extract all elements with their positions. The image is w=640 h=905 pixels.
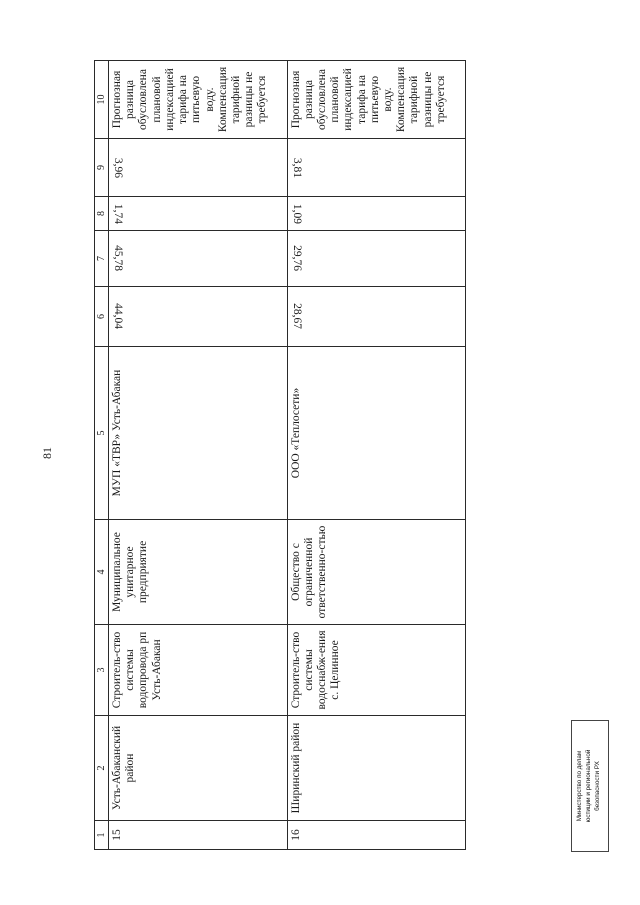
notes-cell: Прогнозная разница обусловлена плановой индексацией тарифа на питьевую воду. Компенсация тарифной разницы не требуется — [109, 61, 288, 139]
column-number-row — [95, 61, 109, 850]
stamp-line: юстиции и региональной — [585, 749, 592, 823]
value-6: 28,67 — [290, 303, 303, 330]
col-header-3: 3 — [95, 625, 109, 716]
value-cell-9 — [287, 139, 466, 197]
stamp-text — [574, 723, 607, 849]
tariff-table-container — [94, 61, 466, 850]
value-cell-9 — [109, 139, 288, 197]
col-header-9: 9 — [95, 139, 109, 197]
col-header-7: 7 — [95, 231, 109, 287]
org-form-cell: Муниципальное унитарное предприятие — [109, 520, 288, 625]
org-name-cell: ООО «Теплосети» — [287, 347, 466, 520]
notes-cell: Прогнозная разница обусловлена плановой индексацией тарифа на питьевую воду. Компенсация тарифной разницы не требуется — [287, 61, 466, 139]
value-cell-7 — [287, 231, 466, 287]
col-header-2: 2 — [95, 716, 109, 821]
col-header-8: 8 — [95, 197, 109, 231]
value-8: 1,74 — [112, 203, 125, 224]
value-cell-8 — [287, 197, 466, 231]
value-8: 1,09 — [290, 203, 303, 224]
org-form-cell: Общество с ограниченной ответственно-стью — [287, 520, 466, 625]
col-header-5: 5 — [95, 347, 109, 520]
org-name-cell: МУП «ТВР» Усть-Абакан — [109, 347, 288, 520]
tariff-table — [94, 60, 466, 850]
project-cell: Строитель-ство системы водоснабж-ения с. Целинное — [287, 625, 466, 716]
value-7: 29,76 — [290, 245, 303, 272]
value-6: 44,04 — [112, 303, 125, 330]
col-header-6: 6 — [95, 287, 109, 347]
col-header-4: 4 — [95, 520, 109, 625]
value-cell-8 — [109, 197, 288, 231]
stamp-line: безопасности РХ — [594, 761, 601, 811]
col-header-1: 1 — [95, 821, 109, 850]
stamp-line: Министерство по делам — [576, 750, 583, 822]
value-9: 3,96 — [112, 157, 125, 178]
project-cell: Строитель-ство системы водопровода рп Усть-Абакан — [109, 625, 288, 716]
row-number: 15 — [109, 821, 288, 850]
row-number: 16 — [287, 821, 466, 850]
page-number: 81 — [40, 447, 54, 459]
col-header-10: 10 — [95, 61, 109, 139]
table-row — [287, 61, 466, 850]
district-cell: Усть-Абаканский район — [109, 716, 288, 821]
ministry-stamp — [571, 720, 609, 852]
value-cell-7 — [109, 231, 288, 287]
value-cell-6 — [109, 287, 288, 347]
value-cell-6 — [287, 287, 466, 347]
value-7: 45,78 — [112, 245, 125, 272]
value-9: 3,81 — [290, 157, 303, 178]
district-cell: Ширинский район — [287, 716, 466, 821]
table-row — [109, 61, 288, 850]
